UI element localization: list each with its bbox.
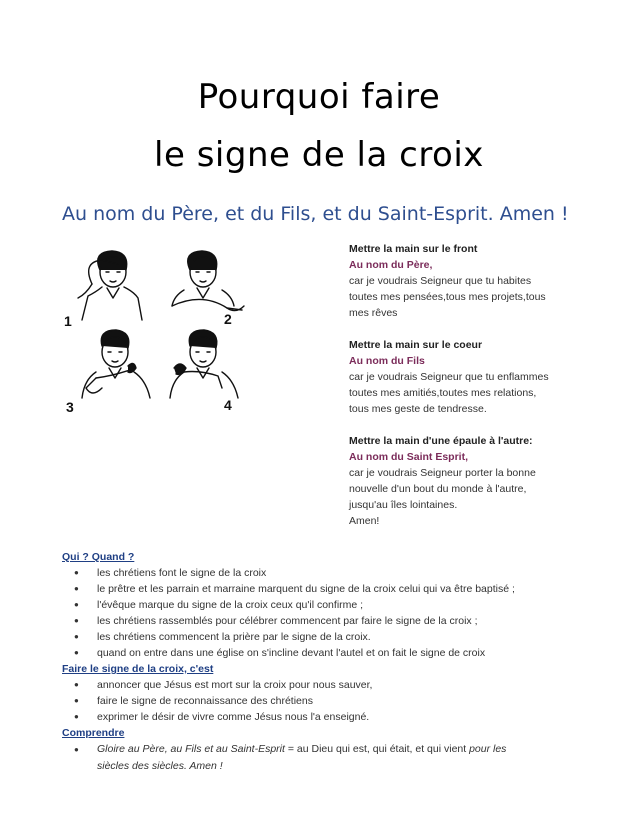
sign-of-cross-illustration [62,248,247,423]
section-title-qui-quand: Qui ? Quand ? [62,551,135,563]
step-text-line: toutes mes pensées,tous mes projets,tous [349,291,546,303]
list-item [62,741,582,775]
step-text-line: nouvelle d'un bout du monde à l'autre, [349,483,527,495]
child-figure-2 [172,251,244,311]
step-heading: Mettre la main sur le front [349,243,478,255]
list-item: ● annoncer que Jésus est mort sur la croix pour nous sauver, [62,677,582,693]
step-invocation: Au nom du Fils [349,355,425,367]
step-invocation: Au nom du Saint Esprit, [349,451,469,463]
italic-phrase: pour les [469,743,507,755]
list-faire-le-signe [62,677,582,725]
list-item: ● quand on entre dans une église on s'incline devant l'autel et on fait le signe de croix [62,645,582,661]
italic-phrase: siècles des siècles. Amen ! [97,760,223,772]
figure-number-4: 4 [224,397,232,413]
sections [62,549,582,775]
figure-number-3: 3 [66,399,74,415]
step-heading: Mettre la main sur le coeur [349,339,483,351]
list-comprendre [62,741,582,775]
list-item: ● les chrétiens rassemblés pour célébrer commencent par faire le signe de la croix ; [62,613,582,629]
child-figure-4 [170,330,238,398]
step-text-line: tous mes geste de tendresse. [349,403,487,415]
figure-number-1: 1 [64,313,72,329]
list-item: ● les chrétiens font le signe de la croix [62,565,582,581]
step-forehead [349,241,589,321]
step-invocation: Au nom du Père, [349,259,433,271]
step-text-line: car je voudrais Seigneur que tu habites [349,275,532,287]
title-line-2: le signe de la croix [154,135,484,175]
step-text-line: toutes mes amitiés,toutes mes relations, [349,387,537,399]
step-shoulders [349,433,589,529]
steps-list [349,241,589,545]
subtitle: Au nom du Père, et du Fils, et du Saint-Esprit. Amen ! [62,203,569,225]
step-text-line: car je voudrais Seigneur porter la bonne [349,467,536,479]
step-text-line: jusqu'au îles lointaines. [349,499,458,511]
step-text-line: Amen! [349,515,380,527]
section-title-faire-le-signe: Faire le signe de la croix, c'est [62,663,214,675]
italic-phrase: Gloire au Père, au Fils et au Saint-Esprit [97,743,285,755]
step-text-line: car je voudrais Seigneur que tu enflammes [349,371,549,383]
step-text-line: mes rêves [349,307,398,319]
child-figure-1 [78,251,142,320]
list-item: ● exprimer le désir de vivre comme Jésus nous l'a enseigné. [62,709,582,725]
list-item: ● l'évêque marque du signe de la croix ceux qu'il confirme ; [62,597,582,613]
child-figure-3 [82,330,150,398]
step-heading: Mettre la main d'une épaule à l'autre: [349,435,533,447]
step-heart [349,337,589,417]
section-title-comprendre: Comprendre [62,727,125,739]
list-item: ● les chrétiens commencent la prière par le signe de la croix. [62,629,582,645]
figure-number-2: 2 [224,311,232,327]
list-item: ● le prêtre et les parrain et marraine marquent du signe de la croix celui qui va être baptisé ; [62,581,582,597]
list-qui-quand [62,565,582,661]
plain-phrase: = au Dieu qui est, qui était, et qui vient [284,743,470,755]
title-line-1: Pourquoi faire [197,77,441,117]
list-item: ● faire le signe de reconnaissance des chrétiens [62,693,582,709]
